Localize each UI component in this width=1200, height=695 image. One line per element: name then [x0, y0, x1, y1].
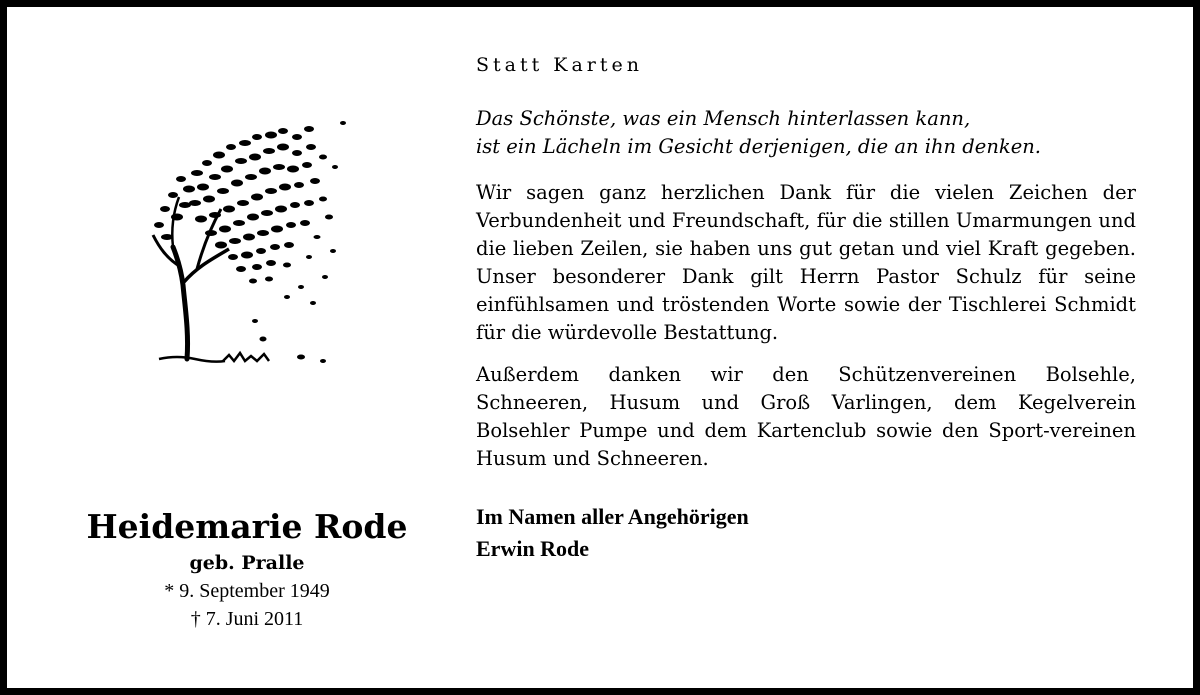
- thanks-paragraph-1: Wir sagen ganz herzlichen Dank für die vielen Zeichen der Verbundenheit und Freundschaft, für die stillen Umarmungen und die lieben Zeilen, sie haben uns gut getan und viel Kraft gegeben. Unser besonderer Dank gilt Herrn Pastor Schulz für seine einfühlsamen und tröstenden Worte sowie der Tischlerei Schmidt für die würdevolle Bestattung.: [476, 181, 1136, 344]
- message-column: [476, 51, 1136, 565]
- thanks-paragraph-2: Außerdem danken wir den Schützenvereinen Bolsehle, Schneeren, Husum und Groß Varlingen, dem Kegelverein Bolsehler Pumpe und dem Kartenclub sowie den Sport-vereinen Husum und Schneeren.: [476, 363, 1136, 470]
- signature: [476, 501, 1136, 565]
- signature-name: Erwin Rode: [476, 536, 590, 561]
- signature-line-1: Im Namen aller Angehörigen: [476, 504, 749, 529]
- tree-icon: [137, 117, 357, 377]
- deceased-name: Heidemarie Rode: [86, 507, 408, 546]
- quote: [476, 105, 1136, 161]
- quote-line-1: Das Schönste, was ein Mensch hinterlassen kann,: [476, 107, 971, 130]
- deceased-info: [67, 505, 427, 633]
- birth-date: * 9. September 1949: [164, 580, 330, 602]
- maiden-name: geb. Pralle: [189, 552, 305, 574]
- quote-line-2: ist ein Lächeln im Gesicht derjenigen, die an ihn denken.: [476, 135, 1041, 158]
- header-text: Statt Karten: [476, 54, 644, 76]
- death-date: † 7. Juni 2011: [190, 608, 304, 630]
